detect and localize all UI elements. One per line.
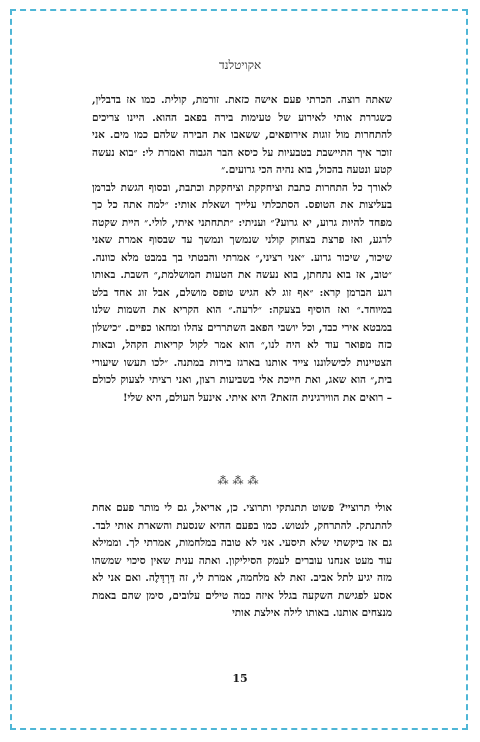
body-text-bottom bbox=[92, 500, 392, 623]
paragraph-1: שאתה רוצה. הכרתי פעם אישה כזאת. זורמת, קולית. כמו אז בדבלין, כשגררת אותי לאירוע של טעימות בירה בפאב ההוא. היינו צריכים להתחרות מול זוגות אירופאים, ששאבו את הבירה שלהם כמו מים. אני זוכר איך התיישבת בטבעיות על כיסא הבר הגבוה ואמרת לי: ״בוא נעשה קטע ונטעה בהכול, בוא נהיה הכי גרועים.״ bbox=[92, 94, 392, 176]
paragraph-3: אולי תרוציי? פשוט תתנתקי ותרוצי. כן, אריאל, גם לי מותר פעם אחת להתנתק. להתרחק, לנטוש. כמו בפעם ההיא שנסעת והשארת אותי לבד. גם אז ביקשתי שלא תיסעי. אני לא טובה במלחמות, אמרתי לך. וממילא עוד מעט אנחנו עוברים לעמק הסיליקון. ואתה ענית שאין סיכוי שמשהו מזה יגיע לתל אביב. זאת לא מלחמה, אמרת לי, זה דַּרְדָּלֶה. ואם אני לא אסע לפגישת השקעה בגלל איזה כמה טילים עלובים, סימן שהם באמת מנצחים אותנו. באותו לילה אילצת אותי bbox=[92, 502, 392, 619]
paragraph-2: לאורך כל התחרות כתבת וציחקקת וציחקקת וכתבת, ובסוף הגשת לברמן בעליצות את הטופס. הסתכלתי עלייך ושאלת אותי: ״למה אתה כל כך מפחד להיות גרוע, יא גרוע?״ ועניתי: ״תתחתני איתי, לולי.״ היית שקטה לרגע, ואז פרצת בצחוק קולני שנמשך ונמשך עד שבסוף אמרת שאני שיכור, שיכור גרוע. ״אני רציני,״ אמרתי והבטתי בך במבט מלא כוונה. ״טוב, אז בוא נתחתן, בוא נעשה את הטעות המושלמת,״ השבת. באותו רגע הברמן קרא: ״אף זוג לא הגיש טופס מושלם, אבל זוג אחד בלט במיוחד.״ ואז הוסיף בצעקה: ״לרעה.״ הוא הקריא את השמות שלנו במבטא אירי כבד, וכל יושבי הפאב השתררים צהלו ומחאו כפיים. ״כישלון כזה מפואר עוד לא היה לנו,״ הוא אמר לקול קריאות הקהל, ובאות הצטיינות לכישלוננו צייד אותנו בארגז בירות במתנה. ״לכו תעשו שיעורי בית,״ הוא שאג, ואת חייכת אלי בשביעות רצון, ואני רציתי לצעוק לכולם – רואים את הווירגינית הזאת? היא איתי. אינעל העולם, היא שלי! bbox=[92, 181, 392, 404]
page-number: 15 bbox=[232, 672, 248, 685]
body-text-top bbox=[92, 92, 392, 407]
running-header: אקויטלנד bbox=[218, 58, 262, 72]
section-separator: ⁂⁂⁂ bbox=[217, 474, 263, 487]
